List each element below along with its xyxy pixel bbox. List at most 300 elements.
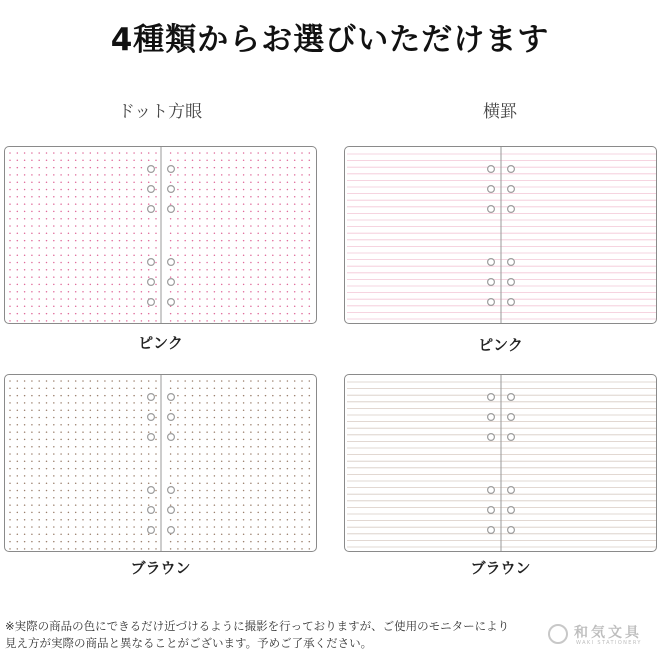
grid-dot <box>243 512 245 514</box>
grid-dot <box>104 402 106 404</box>
grid-dot <box>46 417 48 419</box>
grid-dot <box>192 240 194 242</box>
grid-dot <box>177 225 179 227</box>
grid-dot <box>206 417 208 419</box>
grid-dot <box>155 424 157 426</box>
grid-dot <box>214 497 216 499</box>
grid-dot <box>31 526 33 528</box>
grid-dot <box>170 225 172 227</box>
grid-dot <box>309 291 311 293</box>
grid-dot <box>170 424 172 426</box>
grid-dot <box>60 431 62 433</box>
grid-dot <box>97 254 99 256</box>
grid-dot <box>243 402 245 404</box>
grid-dot <box>184 490 186 492</box>
grid-dot <box>38 453 40 455</box>
grid-dot <box>111 254 113 256</box>
grid-dot <box>265 409 267 411</box>
grid-dot <box>155 402 157 404</box>
grid-dot <box>287 446 289 448</box>
grid-dot <box>38 417 40 419</box>
grid-dot <box>60 534 62 536</box>
grid-dot <box>17 211 19 213</box>
grid-dot <box>38 298 40 300</box>
grid-dot <box>214 254 216 256</box>
grid-dot <box>257 313 259 315</box>
grid-dot <box>199 254 201 256</box>
grid-dot <box>214 388 216 390</box>
grid-dot <box>46 276 48 278</box>
grid-dot <box>228 541 230 543</box>
grid-dot <box>119 254 121 256</box>
grid-dot <box>60 313 62 315</box>
grid-dot <box>214 313 216 315</box>
grid-dot <box>133 439 135 441</box>
grid-dot <box>90 409 92 411</box>
grid-dot <box>236 526 238 528</box>
grid-dot <box>126 320 128 322</box>
grid-dot <box>90 395 92 397</box>
grid-dot <box>141 152 143 154</box>
grid-dot <box>170 247 172 249</box>
grid-dot <box>192 512 194 514</box>
grid-dot <box>177 189 179 191</box>
grid-dot <box>90 446 92 448</box>
grid-dot <box>126 203 128 205</box>
grid-dot <box>301 468 303 470</box>
grid-dot <box>177 548 179 550</box>
grid-dot <box>265 548 267 550</box>
grid-dot <box>60 482 62 484</box>
grid-dot <box>141 497 143 499</box>
grid-dot <box>287 431 289 433</box>
grid-dot <box>243 431 245 433</box>
grid-dot <box>206 298 208 300</box>
grid-dot <box>279 247 281 249</box>
grid-dot <box>24 388 26 390</box>
grid-dot <box>111 490 113 492</box>
grid-dot <box>309 468 311 470</box>
grid-dot <box>287 380 289 382</box>
grid-dot <box>250 225 252 227</box>
grid-dot <box>104 306 106 308</box>
grid-dot <box>111 504 113 506</box>
grid-dot <box>104 211 106 213</box>
grid-dot <box>228 269 230 271</box>
grid-dot <box>111 181 113 183</box>
grid-dot <box>279 541 281 543</box>
grid-dot <box>53 298 55 300</box>
grid-dot <box>38 196 40 198</box>
notebook-line-brown <box>344 374 657 552</box>
grid-dot <box>155 247 157 249</box>
grid-dot <box>97 284 99 286</box>
grid-dot <box>68 174 70 176</box>
grid-dot <box>214 167 216 169</box>
grid-dot <box>141 211 143 213</box>
grid-dot <box>141 269 143 271</box>
grid-dot <box>250 203 252 205</box>
grid-dot <box>60 439 62 441</box>
grid-dot <box>90 431 92 433</box>
grid-dot <box>9 417 11 419</box>
grid-dot <box>257 269 259 271</box>
grid-dot <box>126 541 128 543</box>
grid-dot <box>287 298 289 300</box>
grid-dot <box>24 152 26 154</box>
grid-dot <box>272 225 274 227</box>
grid-dot <box>265 380 267 382</box>
grid-dot <box>257 320 259 322</box>
grid-dot <box>184 541 186 543</box>
grid-dot <box>228 453 230 455</box>
grid-dot <box>38 534 40 536</box>
grid-dot <box>38 431 40 433</box>
grid-dot <box>126 269 128 271</box>
grid-dot <box>287 174 289 176</box>
grid-dot <box>9 298 11 300</box>
grid-dot <box>90 490 92 492</box>
grid-dot <box>9 262 11 264</box>
grid-dot <box>68 269 70 271</box>
binder-hole-icon <box>508 487 515 494</box>
grid-dot <box>214 247 216 249</box>
grid-dot <box>309 284 311 286</box>
grid-dot <box>250 504 252 506</box>
grid-dot <box>243 160 245 162</box>
grid-dot <box>257 291 259 293</box>
grid-dot <box>272 320 274 322</box>
grid-dot <box>206 276 208 278</box>
grid-dot <box>82 254 84 256</box>
grid-dot <box>294 490 296 492</box>
grid-dot <box>97 512 99 514</box>
grid-dot <box>228 298 230 300</box>
grid-dot <box>236 262 238 264</box>
grid-dot <box>53 196 55 198</box>
grid-dot <box>133 380 135 382</box>
grid-dot <box>199 541 201 543</box>
grid-dot <box>17 269 19 271</box>
binder-hole-icon <box>488 299 495 306</box>
grid-dot <box>206 388 208 390</box>
grid-dot <box>272 247 274 249</box>
grid-dot <box>31 431 33 433</box>
grid-dot <box>31 167 33 169</box>
grid-dot <box>221 453 223 455</box>
grid-dot <box>214 380 216 382</box>
grid-dot <box>24 240 26 242</box>
grid-dot <box>301 298 303 300</box>
grid-dot <box>60 167 62 169</box>
grid-dot <box>119 233 121 235</box>
grid-dot <box>119 262 121 264</box>
grid-dot <box>272 431 274 433</box>
grid-dot <box>177 152 179 154</box>
grid-dot <box>177 167 179 169</box>
grid-dot <box>31 548 33 550</box>
grid-dot <box>31 541 33 543</box>
grid-dot <box>38 526 40 528</box>
grid-dot <box>309 548 311 550</box>
grid-dot <box>199 203 201 205</box>
variant-label-dot-pink: ピンク <box>138 334 183 352</box>
grid-dot <box>53 181 55 183</box>
grid-dot <box>228 512 230 514</box>
grid-dot <box>60 211 62 213</box>
grid-dot <box>228 446 230 448</box>
grid-dot <box>133 167 135 169</box>
grid-dot <box>104 388 106 390</box>
grid-dot <box>17 203 19 205</box>
grid-dot <box>206 189 208 191</box>
grid-dot <box>17 388 19 390</box>
grid-dot <box>9 468 11 470</box>
grid-dot <box>90 453 92 455</box>
grid-dot <box>148 313 150 315</box>
grid-dot <box>9 181 11 183</box>
grid-dot <box>82 409 84 411</box>
grid-dot <box>236 409 238 411</box>
grid-dot <box>104 482 106 484</box>
grid-dot <box>68 512 70 514</box>
grid-dot <box>38 380 40 382</box>
grid-dot <box>214 240 216 242</box>
grid-dot <box>24 269 26 271</box>
grid-dot <box>90 306 92 308</box>
grid-dot <box>9 291 11 293</box>
grid-dot <box>177 181 179 183</box>
grid-dot <box>119 247 121 249</box>
grid-dot <box>265 306 267 308</box>
grid-dot <box>206 534 208 536</box>
grid-dot <box>221 160 223 162</box>
grid-dot <box>184 431 186 433</box>
grid-dot <box>24 254 26 256</box>
grid-dot <box>60 526 62 528</box>
grid-dot <box>287 548 289 550</box>
grid-dot <box>68 196 70 198</box>
grid-dot <box>243 254 245 256</box>
grid-dot <box>133 247 135 249</box>
grid-dot <box>90 402 92 404</box>
grid-dot <box>104 497 106 499</box>
grid-dot <box>236 167 238 169</box>
grid-dot <box>279 218 281 220</box>
grid-dot <box>104 247 106 249</box>
grid-dot <box>17 284 19 286</box>
grid-dot <box>184 402 186 404</box>
grid-dot <box>243 497 245 499</box>
grid-dot <box>119 453 121 455</box>
grid-dot <box>170 152 172 154</box>
grid-dot <box>214 174 216 176</box>
grid-dot <box>38 254 40 256</box>
grid-dot <box>38 468 40 470</box>
grid-dot <box>177 298 179 300</box>
grid-dot <box>265 298 267 300</box>
grid-dot <box>31 203 33 205</box>
grid-dot <box>126 211 128 213</box>
grid-dot <box>111 475 113 477</box>
grid-dot <box>287 461 289 463</box>
grid-dot <box>155 189 157 191</box>
grid-dot <box>221 240 223 242</box>
grid-dot <box>31 417 33 419</box>
grid-dot <box>97 174 99 176</box>
grid-dot <box>141 541 143 543</box>
grid-dot <box>221 218 223 220</box>
grid-dot <box>9 439 11 441</box>
grid-dot <box>257 276 259 278</box>
grid-dot <box>228 497 230 499</box>
grid-dot <box>111 453 113 455</box>
grid-dot <box>9 534 11 536</box>
grid-dot <box>82 291 84 293</box>
binder-hole-icon <box>488 186 495 193</box>
grid-dot <box>265 160 267 162</box>
grid-dot <box>9 461 11 463</box>
grid-dot <box>38 211 40 213</box>
grid-dot <box>24 534 26 536</box>
grid-dot <box>75 298 77 300</box>
grid-dot <box>199 497 201 499</box>
grid-dot <box>243 446 245 448</box>
grid-dot <box>97 380 99 382</box>
grid-dot <box>148 276 150 278</box>
grid-dot <box>104 152 106 154</box>
grid-dot <box>24 174 26 176</box>
grid-dot <box>53 276 55 278</box>
grid-dot <box>155 461 157 463</box>
grid-dot <box>294 160 296 162</box>
grid-dot <box>287 160 289 162</box>
grid-dot <box>38 181 40 183</box>
grid-dot <box>272 439 274 441</box>
grid-dot <box>97 526 99 528</box>
grid-dot <box>199 534 201 536</box>
grid-dot <box>17 541 19 543</box>
grid-dot <box>309 402 311 404</box>
grid-dot <box>17 402 19 404</box>
grid-dot <box>46 320 48 322</box>
grid-dot <box>177 203 179 205</box>
grid-dot <box>184 240 186 242</box>
grid-dot <box>133 490 135 492</box>
grid-dot <box>199 548 201 550</box>
grid-dot <box>250 417 252 419</box>
grid-dot <box>272 504 274 506</box>
grid-dot <box>141 482 143 484</box>
grid-dot <box>199 424 201 426</box>
grid-dot <box>301 189 303 191</box>
grid-dot <box>287 497 289 499</box>
grid-dot <box>221 417 223 419</box>
grid-dot <box>257 504 259 506</box>
grid-dot <box>199 174 201 176</box>
grid-dot <box>257 446 259 448</box>
grid-dot <box>250 475 252 477</box>
grid-dot <box>46 189 48 191</box>
grid-dot <box>184 160 186 162</box>
grid-dot <box>294 196 296 198</box>
grid-dot <box>38 276 40 278</box>
grid-dot <box>17 218 19 220</box>
grid-dot <box>309 298 311 300</box>
grid-dot <box>53 512 55 514</box>
grid-dot <box>279 446 281 448</box>
grid-dot <box>24 417 26 419</box>
grid-dot <box>90 497 92 499</box>
grid-dot <box>60 189 62 191</box>
grid-dot <box>155 313 157 315</box>
grid-dot <box>31 453 33 455</box>
grid-dot <box>53 468 55 470</box>
grid-dot <box>236 490 238 492</box>
grid-dot <box>287 291 289 293</box>
grid-dot <box>111 269 113 271</box>
grid-dot <box>111 247 113 249</box>
grid-dot <box>192 160 194 162</box>
grid-dot <box>257 395 259 397</box>
grid-dot <box>257 534 259 536</box>
grid-dot <box>170 254 172 256</box>
grid-dot <box>221 439 223 441</box>
grid-dot <box>192 534 194 536</box>
grid-dot <box>38 395 40 397</box>
grid-dot <box>82 203 84 205</box>
grid-dot <box>60 380 62 382</box>
grid-dot <box>148 160 150 162</box>
grid-dot <box>294 409 296 411</box>
grid-dot <box>119 320 121 322</box>
binder-hole-icon <box>148 259 155 266</box>
grid-dot <box>90 475 92 477</box>
grid-dot <box>155 453 157 455</box>
grid-dot <box>236 240 238 242</box>
grid-dot <box>82 196 84 198</box>
grid-dot <box>17 160 19 162</box>
grid-dot <box>31 160 33 162</box>
grid-dot <box>294 313 296 315</box>
grid-dot <box>236 174 238 176</box>
grid-dot <box>214 512 216 514</box>
grid-dot <box>155 482 157 484</box>
grid-dot <box>170 402 172 404</box>
grid-dot <box>155 497 157 499</box>
grid-dot <box>9 424 11 426</box>
grid-dot <box>272 276 274 278</box>
grid-dot <box>301 431 303 433</box>
grid-dot <box>38 482 40 484</box>
grid-dot <box>53 439 55 441</box>
grid-dot <box>60 512 62 514</box>
grid-dot <box>104 395 106 397</box>
binder-hole-icon <box>488 527 495 534</box>
grid-dot <box>199 313 201 315</box>
grid-dot <box>38 240 40 242</box>
grid-dot <box>257 181 259 183</box>
grid-dot <box>126 218 128 220</box>
grid-dot <box>279 490 281 492</box>
grid-dot <box>265 152 267 154</box>
grid-dot <box>68 380 70 382</box>
grid-dot <box>53 160 55 162</box>
grid-dot <box>265 475 267 477</box>
grid-dot <box>279 254 281 256</box>
grid-dot <box>53 388 55 390</box>
grid-dot <box>243 218 245 220</box>
